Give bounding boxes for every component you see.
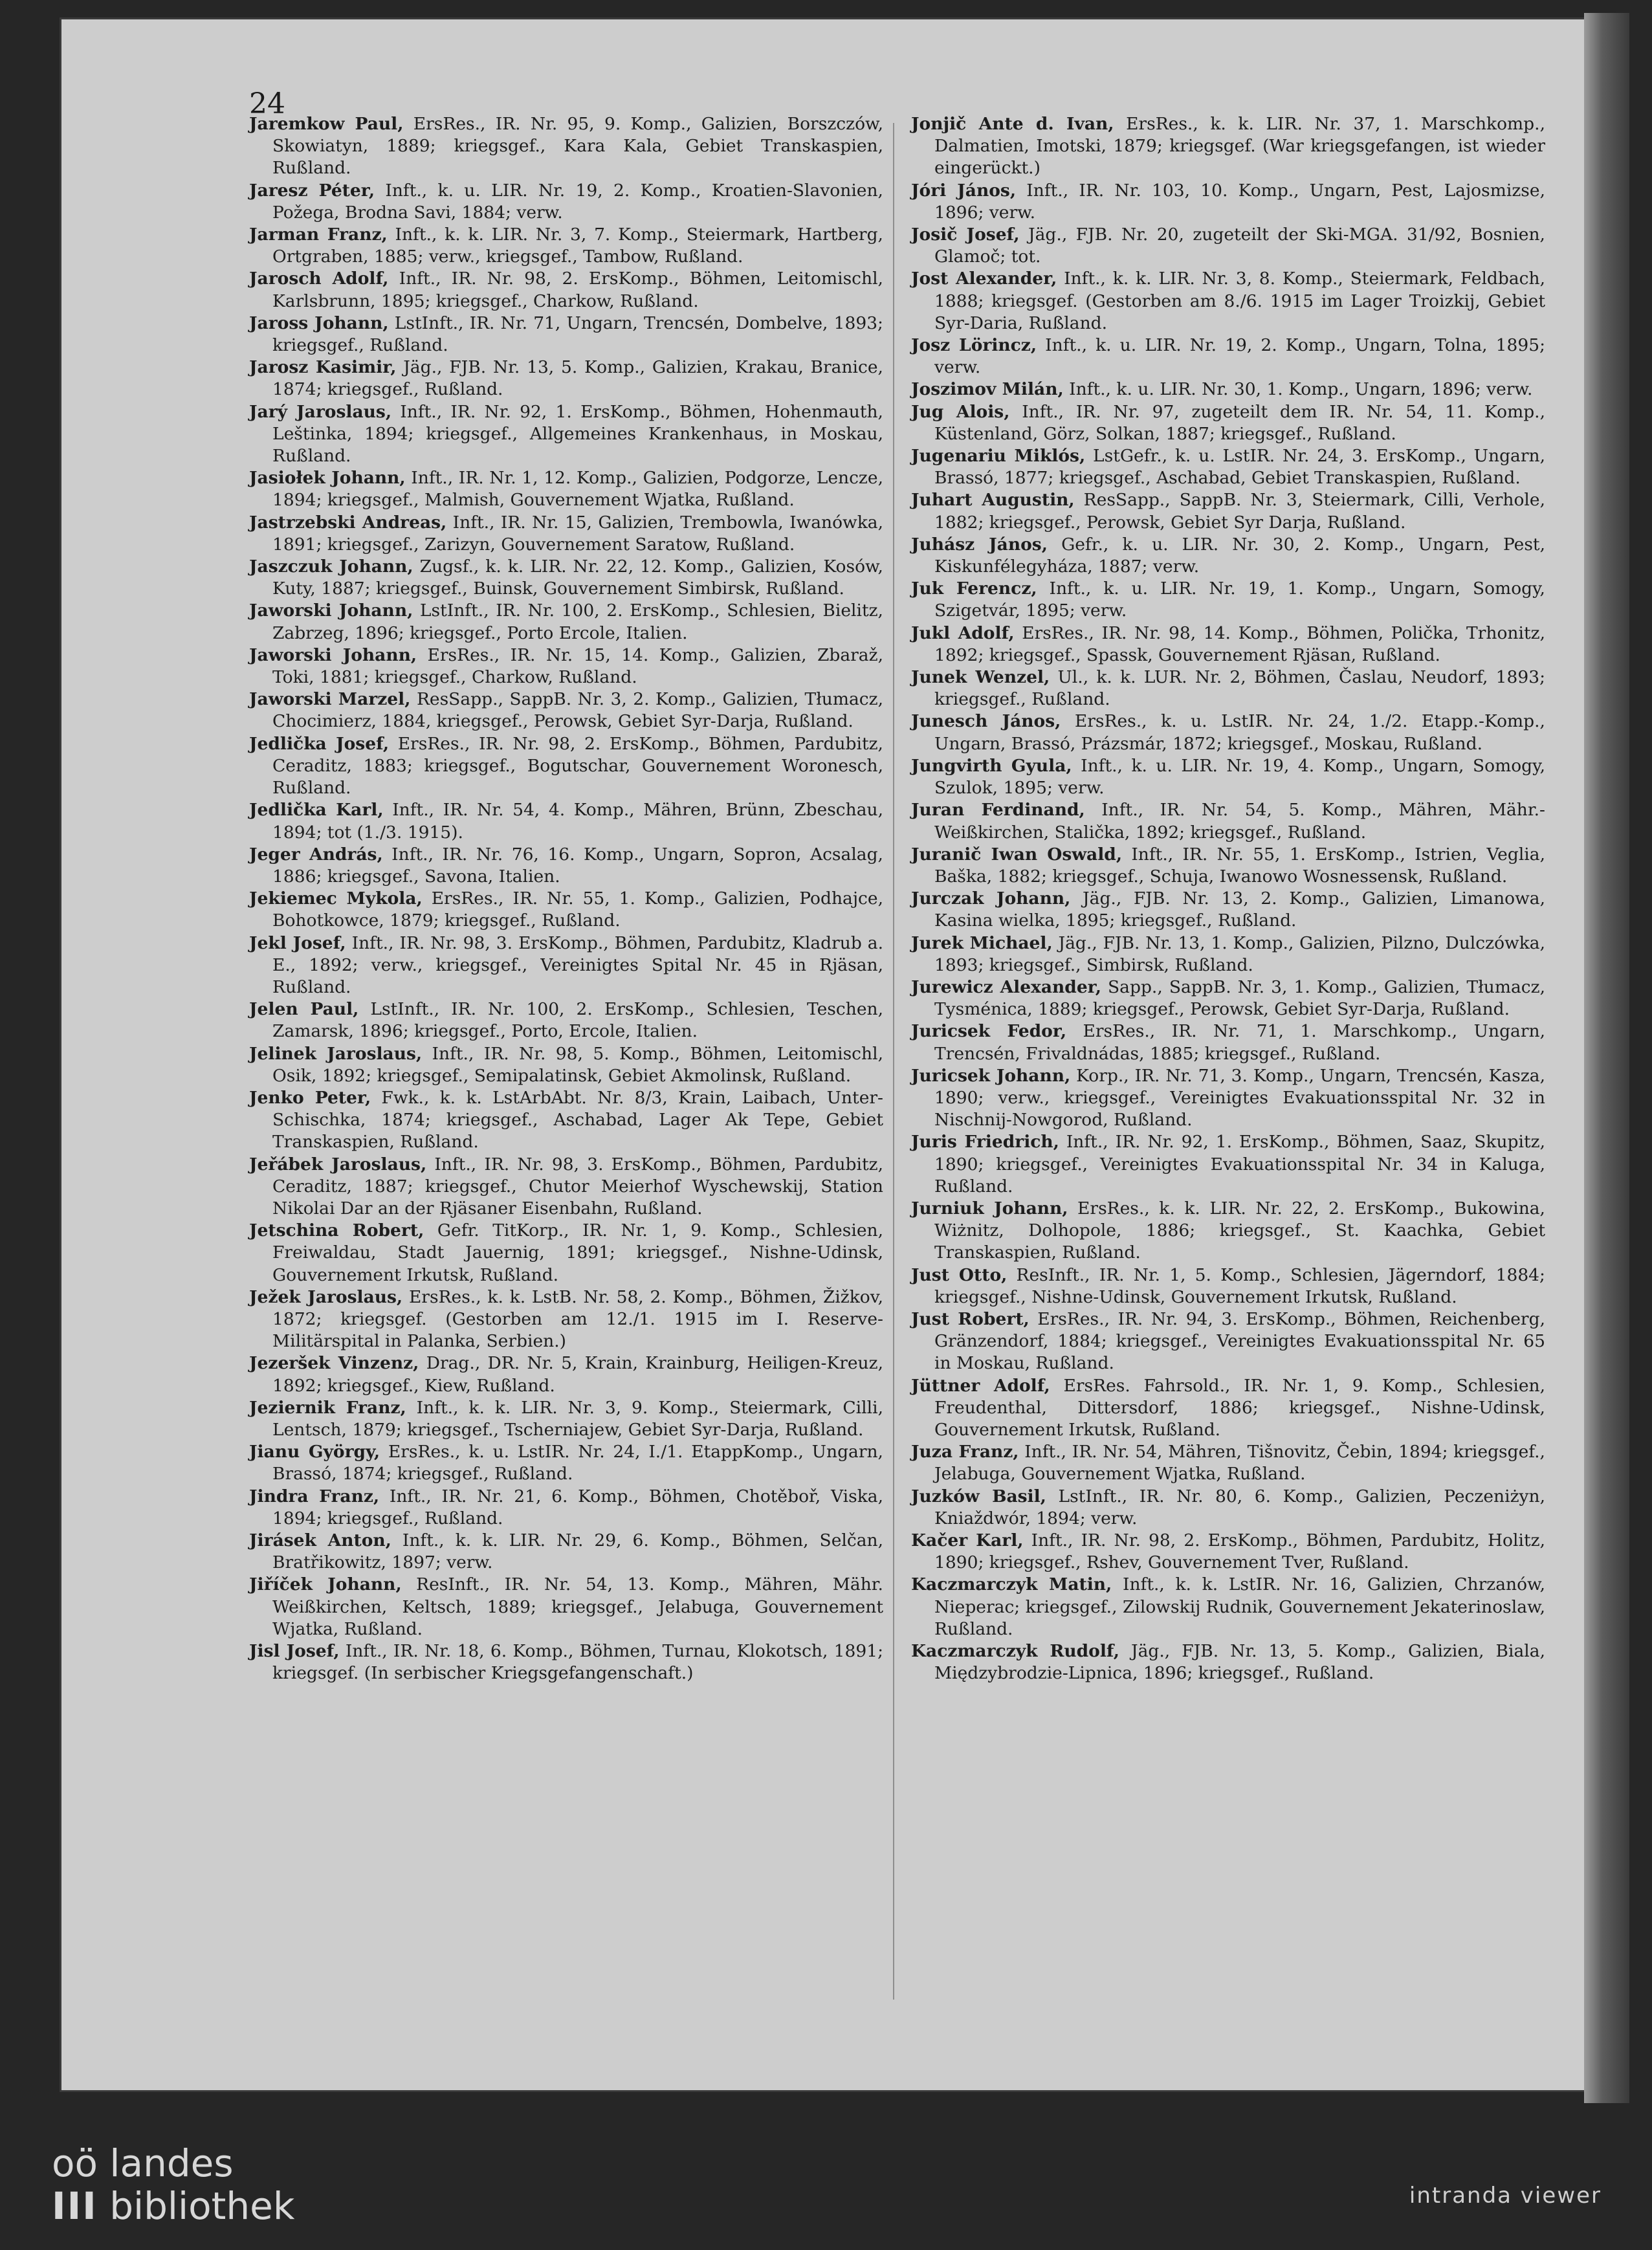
entry-name: Juricsek Fedor, xyxy=(911,1021,1067,1042)
entry-details: Jäg., FJB. Nr. 13, 5. Komp., Galizien, Krakau, Branice, 1874; kriegsgef., Rußland. xyxy=(272,357,883,400)
entry-name: Jasiołek Johann, xyxy=(249,468,406,489)
entry-name: Jungvirth Gyula, xyxy=(911,755,1072,776)
entry-name: Just Otto, xyxy=(911,1264,1008,1285)
entry-details: Inft., k. k. LIR. Nr. 3, 8. Komp., Steiermark, Feldbach, 1888; kriegsgef. (Gestorben am 8./6. 1915 im Lager Troizkij, Gebiet Syr-Daria, Rußland. xyxy=(934,269,1545,333)
entry-name: Jekl Josef, xyxy=(249,932,346,953)
entry-name: Jost Alexander, xyxy=(911,269,1057,289)
entry-details: ErsRes., k. k. LstB. Nr. 58, 2. Komp., Böhmen, Žižkov, 1872; kriegsgef. (Gestorben am 12./1. 1915 im I. Reserve-Militärspital in Palanka, Serbien.) xyxy=(272,1286,883,1352)
logo-line-1: oö landes xyxy=(52,2141,234,2185)
entry-details: Inft., IR. Nr. 92, 1. ErsKomp., Böhmen, Hohenmauth, Leštinka, 1894; kriegsgef., Allgemeines Krankenhaus, in Moskau, Rußland. xyxy=(272,401,883,467)
register-entry xyxy=(911,1065,1545,1132)
entry-details: ErsRes., k. u. LstIR. Nr. 24, I./1. EtappKomp., Ungarn, Brassó, 1874; kriegsgef., Rußland. xyxy=(272,1442,883,1484)
register-entry xyxy=(249,888,883,932)
register-entry xyxy=(249,512,883,556)
entry-name: Jarý Jaroslaus, xyxy=(249,401,392,422)
register-entry xyxy=(249,113,883,180)
entry-details: Jäg., FJB. Nr. 13, 2. Komp., Galizien, Limanowa, Kasina wielka, 1895; kriegsgef., Rußland. xyxy=(934,888,1545,931)
register-entry xyxy=(249,733,883,800)
entry-name: Jeřábek Jaroslaus, xyxy=(249,1154,427,1175)
left-column xyxy=(249,113,883,1684)
entry-details: ResSapp., SappB. Nr. 3, Steiermark, Cilli, Verhole, 1882; kriegsgef., Perowsk, Gebiet Syr Darja, Rußland. xyxy=(934,490,1545,533)
entry-name: Jeziernik Franz, xyxy=(249,1397,406,1418)
entry-name: Jenko Peter, xyxy=(249,1087,371,1108)
register-entry xyxy=(911,180,1545,224)
entry-details: LstInft., IR. Nr. 100, 2. ErsKomp., Schlesien, Bielitz, Zabrzeg, 1896; kriegsgef., Porto Ercole, Italien. xyxy=(272,601,883,643)
entry-details: LstInft., IR. Nr. 80, 6. Komp., Galizien, Peczeniżyn, Kniaždwór, 1894; verw. xyxy=(934,1486,1546,1528)
entry-details: LstGefr., k. u. LstIR. Nr. 24, 3. ErsKomp., Ungarn, Brassó, 1877; kriegsgef., Aschabad, Gebiet Transkaspien, Rußland. xyxy=(934,446,1545,489)
entry-details: Inft., k. k. LstIR. Nr. 16, Galizien, Chrzanów, Nieperac; kriegsgef., Zilowskij Rudnik, Gouvernement Jekaterinoslaw, Rußland. xyxy=(934,1574,1545,1639)
register-entry xyxy=(911,1441,1545,1485)
register-entry xyxy=(911,268,1545,335)
entry-details: Jäg., FJB. Nr. 13, 1. Komp., Galizien, Pilzno, Dulczówka, 1893; kriegsgef., Simbirsk, Rußland. xyxy=(934,932,1545,975)
register-entry xyxy=(911,489,1545,533)
entry-name: Jukl Adolf, xyxy=(911,623,1015,643)
entry-name: Jurczak Johann, xyxy=(911,888,1071,909)
entry-name: Jaworski Johann, xyxy=(249,645,417,665)
entry-name: Juran Ferdinand, xyxy=(911,800,1085,821)
entry-details: Inft., IR. Nr. 21, 6. Komp., Böhmen, Chotěboř, Viska, 1894; kriegsgef., Rußland. xyxy=(272,1486,883,1528)
entry-details: Inft., IR. Nr. 15, Galizien, Trembowla, Iwanówka, 1891; kriegsgef., Zarizyn, Gouvernement Saratow, Rußland. xyxy=(272,512,884,555)
entry-details: ErsRes., k. u. LstIR. Nr. 24, 1./2. Etapp.-Komp., Ungarn, Brassó, Prázsmár, 1872; kriegsgef., Moskau, Rußland. xyxy=(934,711,1545,754)
entry-details: ErsRes., IR. Nr. 95, 9. Komp., Galizien, Borszczów, Skowiatyn, 1889; kriegsgef., Kara Kala, Gebiet Transkaspien, Rußland. xyxy=(272,114,884,179)
register-entry xyxy=(249,1286,883,1353)
register-entry xyxy=(249,1397,883,1441)
entry-name: Josič Josef, xyxy=(911,225,1020,245)
column-divider xyxy=(893,123,894,2000)
entry-details: Korp., IR. Nr. 71, 3. Komp., Ungarn, Trencsén, Kasza, 1890; verw., kriegsgef., Vereinigtes Evakuationsspital Nr. 32 in Nischnij-Nowgorod, Rußland. xyxy=(934,1065,1546,1131)
entry-name: Kaczmarczyk Matin, xyxy=(911,1574,1112,1595)
entry-details: Inft., IR. Nr. 98, 3. ErsKomp., Böhmen, Pardubitz, Kladrub a. E., 1892; verw., kriegsgef., Vereinigtes Spital Nr. 45 in Rjäsan, Rußland. xyxy=(272,932,883,997)
entry-name: Jeger András, xyxy=(249,844,383,865)
entry-name: Jindra Franz, xyxy=(249,1486,380,1506)
entry-details: ErsRes., IR. Nr. 55, 1. Komp., Galizien, Podhajce, Bohotkowce, 1879; kriegsgef., Rußland. xyxy=(272,888,884,931)
register-entry xyxy=(911,1308,1545,1375)
entry-name: Juhart Augustin, xyxy=(911,490,1075,511)
entry-details: Inft., k. k. LIR. Nr. 3, 7. Komp., Steiermark, Hartberg, Ortgraben, 1885; verw., kriegsgef., Tambow, Rußland. xyxy=(272,225,883,267)
entry-details: Inft., k. k. LIR. Nr. 29, 6. Komp., Böhmen, Selčan, Bratřikowitz, 1897; verw. xyxy=(272,1530,883,1573)
entry-name: Jug Alois, xyxy=(911,401,1010,422)
register-entry xyxy=(249,645,883,689)
register-entry xyxy=(249,1640,883,1684)
register-entry xyxy=(911,1640,1545,1684)
entry-details: Zugsf., k. k. LIR. Nr. 22, 12. Komp., Galizien, Kosów, Kuty, 1887; kriegsgef., Buinsk, Gouvernement Simbirsk, Rußland. xyxy=(272,557,883,599)
entry-name: Just Robert, xyxy=(911,1308,1030,1329)
register-entry xyxy=(911,1198,1545,1264)
entry-name: Juhász János, xyxy=(911,534,1048,555)
entry-name: Jastrzebski Andreas, xyxy=(249,512,447,533)
entry-details: Inft., IR. Nr. 103, 10. Komp., Ungarn, Pest, Lajosmizse, 1896; verw. xyxy=(934,180,1546,223)
entry-details: Inft., k. u. LIR. Nr. 30, 1. Komp., Ungarn, 1896; verw. xyxy=(1063,379,1533,400)
entry-details: Ul., k. k. LUR. Nr. 2, Böhmen, Časlau, Neudorf, 1893; kriegsgef., Rußland. xyxy=(934,667,1545,710)
entry-name: Juris Friedrich, xyxy=(911,1132,1059,1153)
entry-details: ErsRes., k. k. LIR. Nr. 37, 1. Marschkomp., Dalmatien, Imotski, 1879; kriegsgef. (War kriegsgefangen, ist wieder eingerückt.) xyxy=(934,114,1545,179)
register-entry xyxy=(911,1486,1545,1530)
register-entry xyxy=(249,932,883,999)
entry-details: Inft., IR. Nr. 1, 12. Komp., Galizien, Podgorze, Lencze, 1894; kriegsgef., Malmish, Gouvernement Wjatka, Rußland. xyxy=(272,468,883,511)
register-entry xyxy=(911,534,1545,578)
library-logo[interactable] xyxy=(52,2142,294,2227)
entry-details: ErsRes., IR. Nr. 98, 14. Komp., Böhmen, Polička, Trhonitz, 1892; kriegsgef., Spassk, Gouvernement Rjäsan, Rußland. xyxy=(934,623,1545,665)
entry-details: Inft., IR. Nr. 98, 5. Komp., Böhmen, Leitomischl, Osik, 1892; kriegsgef., Semipalatinsk, Gebiet Akmolinsk, Rußland. xyxy=(272,1043,883,1086)
entry-name: Juranič Iwan Oswald, xyxy=(911,844,1123,865)
entry-name: Junesch János, xyxy=(911,711,1061,732)
entry-details: Drag., DR. Nr. 5, Krain, Krainburg, Heiligen-Kreuz, 1892; kriegsgef., Kiew, Rußland. xyxy=(272,1353,883,1396)
entry-name: Jetschina Robert, xyxy=(249,1220,424,1241)
entry-name: Jirásek Anton, xyxy=(249,1530,391,1550)
entry-name: Kačer Karl, xyxy=(911,1530,1024,1550)
entry-details: ResInft., IR. Nr. 54, 13. Komp., Mähren, Mähr. Weißkirchen, Keltsch, 1889; kriegsgef., Jelabuga, Gouvernement Wjatka, Rußland. xyxy=(272,1574,883,1639)
entry-name: Jurniuk Johann, xyxy=(911,1198,1068,1219)
register-entry xyxy=(249,1441,883,1485)
entry-name: Jaszczuk Johann, xyxy=(249,557,413,577)
entry-name: Jianu György, xyxy=(249,1442,380,1462)
register-entry xyxy=(911,1131,1545,1198)
entry-details: Jäg., FJB. Nr. 20, zugeteilt der Ski-MGA. 31/92, Bosnien, Glamoč; tot. xyxy=(934,225,1545,267)
register-entry xyxy=(249,600,883,644)
entry-name: Jonjič Ante d. Ivan, xyxy=(911,114,1114,134)
entry-details: Sapp., SappB. Nr. 3, 1. Komp., Galizien, Tłumacz, Tysménica, 1889; kriegsgef., Perowsk, Gebiet Syr-Darja, Rußland. xyxy=(934,976,1546,1020)
entry-name: Junek Wenzel, xyxy=(911,667,1050,688)
logo-line-2: bibliothek xyxy=(109,2184,295,2228)
register-entry xyxy=(249,1352,883,1396)
entry-details: Inft., IR. Nr. 98, 2. ErsKomp., Böhmen, Pardubitz, Holitz, 1890; kriegsgef., Rshev, Gouvernement Tver, Rußland. xyxy=(934,1530,1546,1573)
register-entry xyxy=(249,357,883,401)
register-entry xyxy=(249,1087,883,1154)
entry-name: Jóri János, xyxy=(911,180,1017,201)
entry-details: ErsRes., IR. Nr. 98, 2. ErsKomp., Böhmen, Pardubitz, Ceraditz, 1883; kriegsgef., Bogutschar, Gouvernement Woronesch, Rußland. xyxy=(272,733,883,799)
entry-name: Jurewicz Alexander, xyxy=(911,976,1101,997)
register-entry xyxy=(249,467,883,511)
register-entry xyxy=(911,623,1545,667)
register-entry xyxy=(911,335,1545,379)
entry-name: Kaczmarczyk Rudolf, xyxy=(911,1641,1119,1662)
entry-details: Jäg., FJB. Nr. 13, 5. Komp., Galizien, Biala, Międzybrodzie-Lipnica, 1896; kriegsgef., Rußland. xyxy=(934,1641,1545,1684)
entry-details: Gefr., k. u. LIR. Nr. 30, 2. Komp., Ungarn, Pest, Kiskunfélegyháza, 1887; verw. xyxy=(934,534,1545,577)
register-entry xyxy=(249,401,883,468)
register-entry xyxy=(911,1375,1545,1442)
entry-details: Inft., IR. Nr. 54, 5. Komp., Mähren, Mähr.-Weißkirchen, Stalička, 1892; kriegsgef., Rußland. xyxy=(934,800,1545,843)
entry-name: Jedlička Josef, xyxy=(249,733,390,754)
register-entry xyxy=(249,1220,883,1286)
register-entry xyxy=(249,224,883,268)
entry-details: ErsRes. Fahrsold., IR. Nr. 1, 9. Komp., Schlesien, Freudenthal, Dittersdorf, 1886; kriegsgef., Nishne-Udinsk, Gouvernement Irkutsk, Rußland. xyxy=(934,1375,1545,1440)
register-entry xyxy=(249,180,883,224)
register-entry xyxy=(911,379,1545,401)
entry-name: Jugenariu Miklós, xyxy=(911,446,1086,467)
register-entry xyxy=(911,1574,1545,1640)
register-entry xyxy=(911,755,1545,799)
register-entry xyxy=(911,711,1545,755)
register-entry xyxy=(911,1530,1545,1574)
register-entry xyxy=(249,1530,883,1574)
entry-details: Inft., IR. Nr. 98, 3. ErsKomp., Böhmen, Pardubitz, Ceraditz, 1887; kriegsgef., Chutor Meierhof Wyschewskij, Station Nikolai Dar an der Rjäsaner Eisenbahn, Rußland. xyxy=(272,1154,883,1219)
entry-name: Jisl Josef, xyxy=(249,1641,340,1662)
register-entry xyxy=(911,445,1545,489)
register-entry xyxy=(249,799,883,843)
entry-name: Jaross Johann, xyxy=(249,313,389,333)
entry-details: ErsRes., IR. Nr. 71, 1. Marschkomp., Ungarn, Trencsén, Frivaldnádas, 1885; kriegsgef., Rußland. xyxy=(934,1021,1545,1064)
entry-name: Jedlička Karl, xyxy=(249,800,384,821)
entry-name: Jaremkow Paul, xyxy=(249,114,404,134)
entry-name: Jaworski Johann, xyxy=(249,601,413,621)
entry-details: Inft., IR. Nr. 54, Mähren, Tišnovitz, Čebin, 1894; kriegsgef., Jelabuga, Gouvernement Wjatka, Rußland. xyxy=(934,1442,1545,1484)
entry-details: ResSapp., SappB. Nr. 3, 2. Komp., Galizien, Tłumacz, Chocimierz, 1884, kriegsgef., Perowsk, Gebiet Syr-Darja, Rußland. xyxy=(272,689,884,732)
register-entry xyxy=(911,844,1545,888)
register-entry xyxy=(249,689,883,733)
entry-name: Jiříček Johann, xyxy=(249,1574,402,1595)
entry-details: ErsRes., k. k. LIR. Nr. 22, 2. ErsKomp., Bukowina, Wiżnitz, Dolhopole, 1886; kriegsgef., St. Kaachka, Gebiet Transkaspien, Rußland. xyxy=(934,1198,1545,1263)
register-entry xyxy=(249,268,883,312)
entry-name: Juza Franz, xyxy=(911,1442,1019,1462)
entry-name: Jekiemec Mykola, xyxy=(249,888,423,909)
register-entry xyxy=(249,556,883,600)
entry-details: Inft., k. u. LIR. Nr. 19, 1. Komp., Ungarn, Somogy, Szigetvár, 1895; verw. xyxy=(934,579,1545,621)
register-entry xyxy=(911,1020,1545,1064)
entry-name: Juricsek Johann, xyxy=(911,1065,1071,1086)
entry-details: LstInft., IR. Nr. 71, Ungarn, Trencsén, Dombelve, 1893; kriegsgef., Rußland. xyxy=(272,313,883,356)
register-entry xyxy=(911,888,1545,932)
entry-details: Inft., IR. Nr. 92, 1. ErsKomp., Böhmen, Saaz, Skupitz, 1890; kriegsgef., Vereinigtes Evakuationsspital Nr. 34 in Kaluga, Rußland. xyxy=(934,1132,1545,1197)
viewer-label[interactable]: intranda viewer xyxy=(1409,2183,1602,2209)
entry-name: Jezeršek Vinzenz, xyxy=(249,1353,419,1374)
entry-details: ResInft., IR. Nr. 1, 5. Komp., Schlesien, Jägerndorf, 1884; kriegsgef., Nishne-Udinsk, Gouvernement Irkutsk, Rußland. xyxy=(934,1264,1545,1307)
entry-name: Jaresz Péter, xyxy=(249,180,375,201)
entry-details: ErsRes., IR. Nr. 94, 3. ErsKomp., Böhmen, Reichenberg, Gränzendorf, 1884; kriegsgef., Vereinigtes Evakuationsspital Nr. 65 in Moskau, Rußland. xyxy=(934,1308,1545,1374)
entry-details: Fwk., k. k. LstArbAbt. Nr. 8/3, Krain, Laibach, Unter-Schischka, 1874; kriegsgef., Aschabad, Lager Ak Tepe, Gebiet Transkaspien, Rußland. xyxy=(272,1087,884,1153)
register-entry xyxy=(911,1264,1545,1308)
entry-details: Inft., IR. Nr. 98, 2. ErsKomp., Böhmen, Leitomischl, Karlsbrunn, 1895; kriegsgef., Charkow, Rußland. xyxy=(272,269,883,311)
register-entry xyxy=(249,1154,883,1220)
entry-name: Josz Lörincz, xyxy=(911,335,1037,356)
page-number: 24 xyxy=(249,87,285,120)
page-edge xyxy=(1584,13,1629,2103)
entry-details: Gefr. TitKorp., IR. Nr. 1, 9. Komp., Schlesien, Freiwaldau, Stadt Jauernig, 1891; kriegsgef., Nishne-Udinsk, Gouvernement Irkutsk, Rußland. xyxy=(272,1220,883,1285)
entry-details: ErsRes., IR. Nr. 15, 14. Komp., Galizien, Zbaraž, Toki, 1881; kriegsgef., Charkow, Rußland. xyxy=(272,645,883,688)
entry-details: LstInft., IR. Nr. 100, 2. ErsKomp., Schlesien, Teschen, Zamarsk, 1896; kriegsgef., Porto, Ercole, Italien. xyxy=(272,999,883,1042)
register-entry xyxy=(249,998,883,1042)
entry-name: Juk Ferencz, xyxy=(911,579,1037,599)
entry-details: Inft., k. u. LIR. Nr. 19, 4. Komp., Ungarn, Somogy, Szulok, 1895; verw. xyxy=(934,755,1545,799)
entry-details: Inft., IR. Nr. 55, 1. ErsKomp., Istrien, Veglia, Baška, 1882; kriegsgef., Schuja, Iwanowo Wosnessensk, Rußland. xyxy=(934,844,1545,887)
entry-details: Inft., k. u. LIR. Nr. 19, 2. Komp., Ungarn, Tolna, 1895; verw. xyxy=(934,335,1545,378)
right-column xyxy=(911,113,1545,1684)
register-entry xyxy=(249,1043,883,1087)
entry-name: Jelen Paul, xyxy=(249,999,359,1020)
entry-name: Ježek Jaroslaus, xyxy=(249,1286,403,1307)
register-entry xyxy=(911,932,1545,976)
register-entry xyxy=(911,113,1545,180)
entry-details: Inft., IR. Nr. 76, 16. Komp., Ungarn, Sopron, Acsalag, 1886; kriegsgef., Savona, Italien. xyxy=(272,844,883,887)
entry-name: Jarosch Adolf, xyxy=(249,269,389,289)
entry-name: Jaworski Marzel, xyxy=(249,689,411,710)
register-entry xyxy=(249,1574,883,1640)
register-entry xyxy=(249,313,883,357)
register-entry xyxy=(911,401,1545,445)
register-entry xyxy=(911,578,1545,622)
register-entry xyxy=(249,1486,883,1530)
logo-bars: III xyxy=(52,2184,98,2228)
entry-name: Jurek Michael, xyxy=(911,932,1053,953)
register-entry xyxy=(249,844,883,888)
register-entry xyxy=(911,976,1545,1020)
entry-details: Inft., IR. Nr. 97, zugeteilt dem IR. Nr. 54, 11. Komp., Küstenland, Görz, Solkan, 1887; kriegsgef., Rußland. xyxy=(934,401,1546,444)
entry-details: Inft., IR. Nr. 54, 4. Komp., Mähren, Brünn, Zbeschau, 1894; tot (1./3. 1915). xyxy=(272,800,883,843)
entry-name: Joszimov Milán, xyxy=(911,379,1064,400)
entry-details: Inft., IR. Nr. 18, 6. Komp., Böhmen, Turnau, Klokotsch, 1891; kriegsgef. (In serbischer Kriegsgefangenschaft.) xyxy=(272,1641,884,1684)
entry-name: Jarman Franz, xyxy=(249,225,388,245)
entry-name: Jarosz Kasimir, xyxy=(249,357,397,378)
register-entry xyxy=(911,667,1545,711)
register-entry xyxy=(911,799,1545,843)
register-entry xyxy=(911,224,1545,268)
entry-name: Jelinek Jaroslaus, xyxy=(249,1043,423,1064)
entry-details: Inft., k. k. LIR. Nr. 3, 9. Komp., Steiermark, Cilli, Lentsch, 1879; kriegsgef., Tscherniajew, Gebiet Syr-Darja, Rußland. xyxy=(272,1397,883,1440)
entry-details: Inft., k. u. LIR. Nr. 19, 2. Komp., Kroatien-Slavonien, Požega, Brodna Savi, 1884; verw. xyxy=(272,180,883,223)
entry-name: Juzków Basil, xyxy=(911,1486,1046,1506)
entry-name: Jüttner Adolf, xyxy=(911,1375,1050,1396)
